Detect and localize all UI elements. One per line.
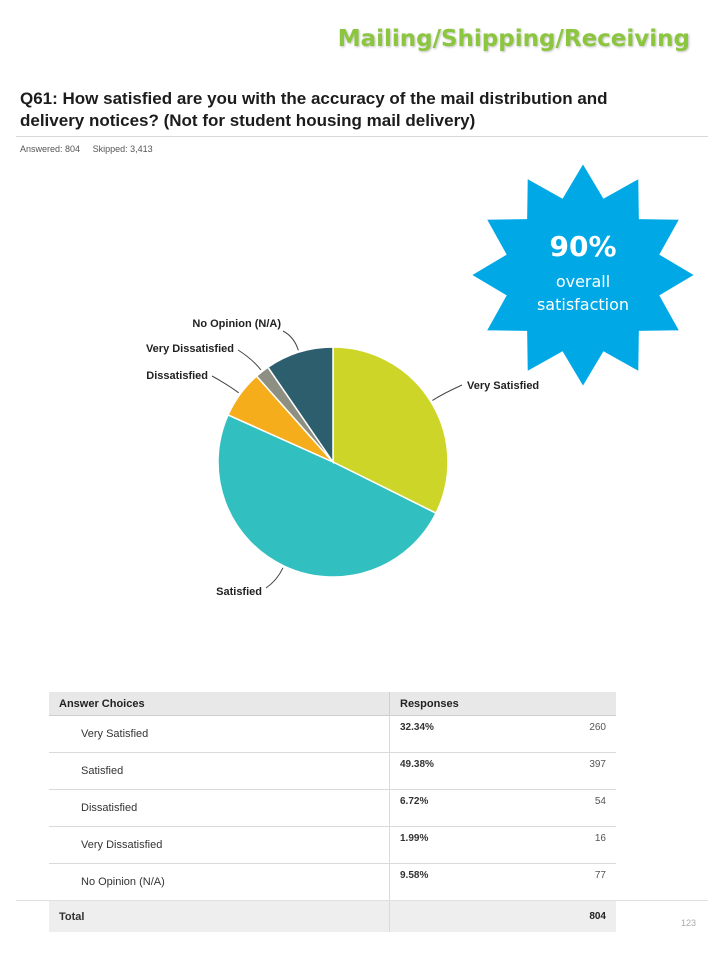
choice-cell: No Opinion (N/A) bbox=[49, 864, 390, 901]
count-cell: 397 bbox=[530, 753, 616, 790]
pie-label: Very Dissatisfied bbox=[145, 343, 234, 355]
response-stats bbox=[20, 144, 163, 154]
answered-count: Answered: 804 bbox=[20, 144, 81, 154]
choice-cell: Very Dissatisfied bbox=[49, 827, 390, 864]
satisfaction-badge bbox=[460, 162, 706, 388]
count-cell: 54 bbox=[530, 790, 616, 827]
question-text: Q61: How satisfied are you with the accuracy of the mail distribution and delivery notices? (Not for student housing mail delivery) bbox=[20, 89, 608, 130]
header-responses: Responses bbox=[390, 692, 617, 716]
footer-divider bbox=[16, 900, 708, 901]
percent-cell: 9.58% bbox=[390, 864, 531, 901]
count-cell: 260 bbox=[530, 716, 616, 753]
pie-label: No Opinion (N/A) bbox=[192, 318, 281, 330]
satisfaction-label-line2: satisfaction bbox=[536, 295, 630, 314]
choice-cell: Dissatisfied bbox=[49, 790, 390, 827]
percent-cell: 32.34% bbox=[390, 716, 531, 753]
pie-label: Dissatisfied bbox=[146, 370, 208, 382]
satisfaction-percent: 90% bbox=[549, 230, 617, 263]
table-row bbox=[49, 864, 616, 901]
header-answer-choices: Answer Choices bbox=[49, 692, 390, 716]
pie-label: Satisfied bbox=[216, 586, 262, 598]
choice-cell: Very Satisfied bbox=[49, 716, 390, 753]
count-cell: 16 bbox=[530, 827, 616, 864]
total-count: 804 bbox=[530, 901, 616, 933]
section-title: Mailing/Shipping/Receiving bbox=[337, 26, 690, 52]
total-percent-cell bbox=[390, 901, 531, 933]
table-row bbox=[49, 827, 616, 864]
pie-label: Very Satisfied bbox=[467, 380, 540, 392]
table-row bbox=[49, 790, 616, 827]
skipped-count: Skipped: 3,413 bbox=[92, 144, 153, 154]
pie-leader-line bbox=[283, 331, 298, 350]
satisfaction-label bbox=[460, 270, 706, 316]
percent-cell: 6.72% bbox=[390, 790, 531, 827]
count-cell: 77 bbox=[530, 864, 616, 901]
header-divider bbox=[16, 136, 708, 137]
percent-cell: 1.99% bbox=[390, 827, 531, 864]
choice-cell: Satisfied bbox=[49, 753, 390, 790]
percent-cell: 49.38% bbox=[390, 753, 531, 790]
table-row bbox=[49, 753, 616, 790]
page-number: 123 bbox=[680, 918, 696, 928]
pie-leader-line bbox=[432, 385, 462, 400]
table-total-row bbox=[49, 901, 616, 933]
total-label: Total bbox=[49, 901, 390, 933]
pie-leader-line bbox=[266, 568, 283, 588]
responses-table bbox=[49, 692, 616, 932]
satisfaction-label-line1: overall bbox=[555, 272, 611, 291]
table-header-row bbox=[49, 692, 616, 716]
pie-leader-line bbox=[238, 350, 261, 370]
pie-leader-line bbox=[212, 376, 239, 393]
table-row bbox=[49, 716, 616, 753]
